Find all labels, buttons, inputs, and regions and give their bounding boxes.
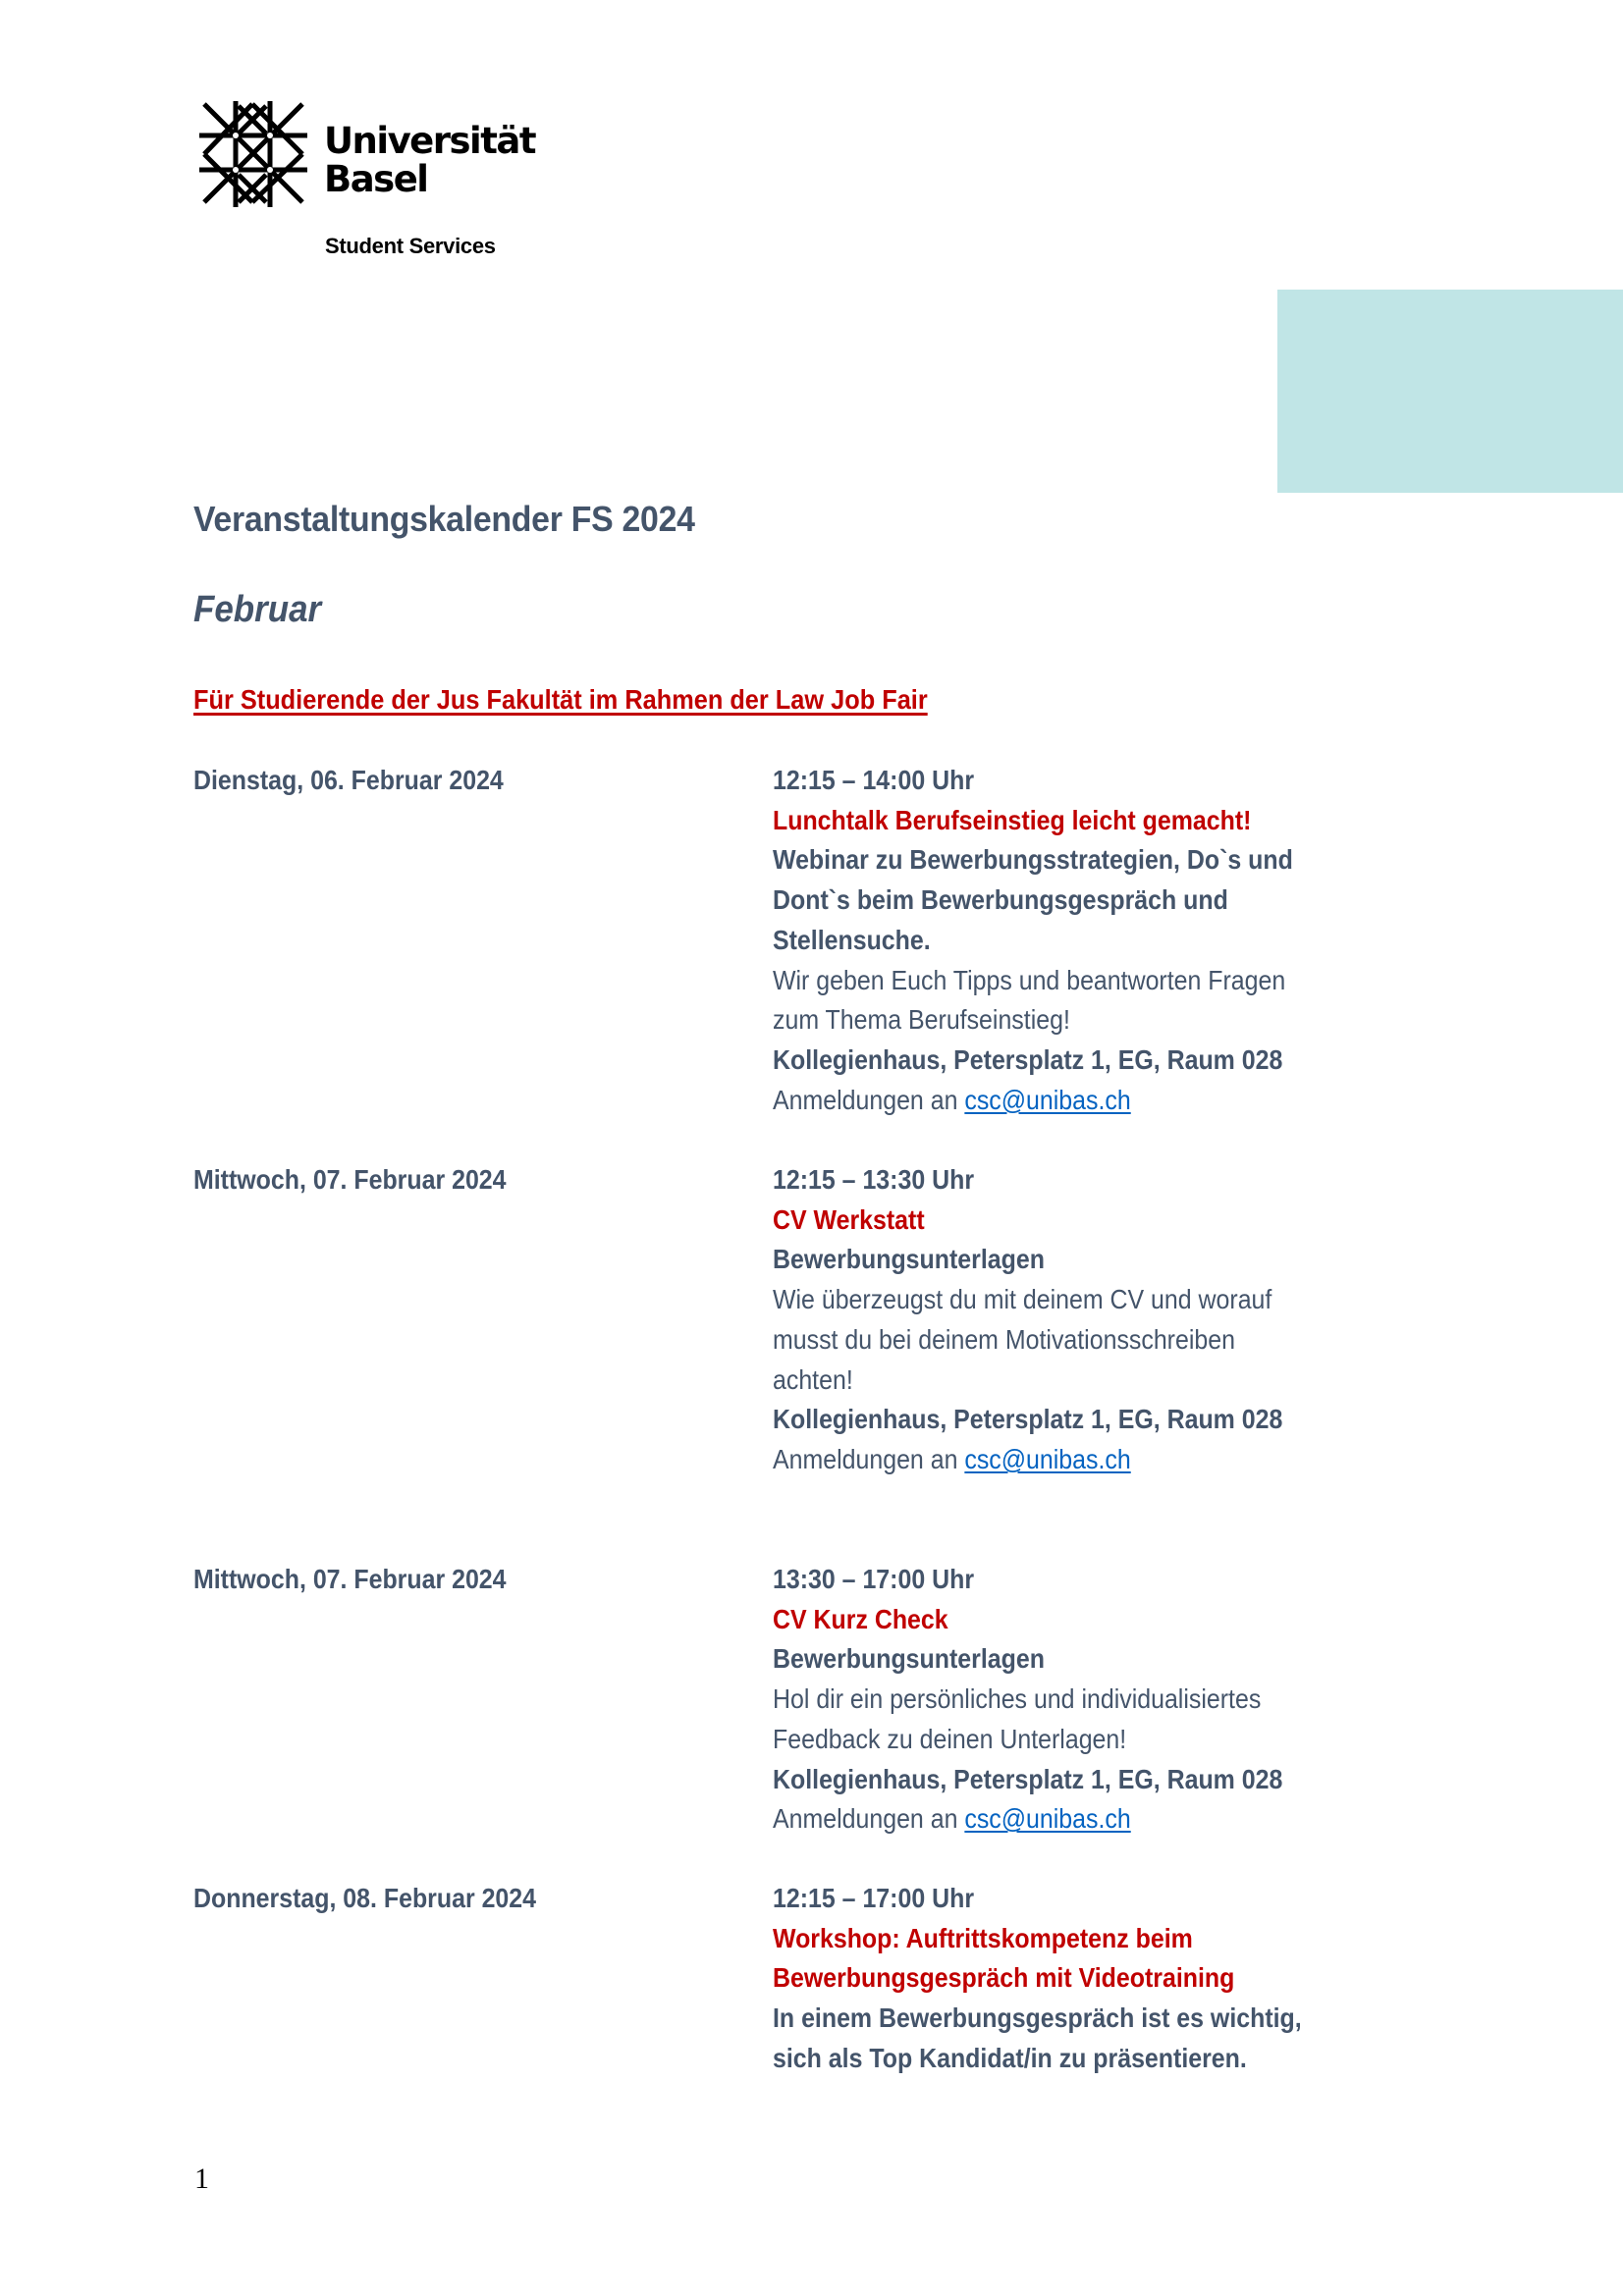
registration-label: Anmeldungen an [773, 1443, 958, 1474]
event-registration [773, 1440, 1436, 1480]
event-date: Mittwoch, 07. Februar 2024 [193, 1164, 507, 1195]
event-registration [773, 1081, 1436, 1121]
event-date: Donnerstag, 08. Februar 2024 [193, 1883, 537, 1913]
event-subtitle: Webinar zu Bewerbungsstrategien, Do`s und [773, 844, 1293, 876]
registration-email-link[interactable]: csc@unibas.ch [964, 1803, 1131, 1835]
logo-wordmark [324, 122, 535, 198]
event-description: Wir geben Euch Tipps und beantworten Fragen [773, 964, 1286, 995]
logo-name-line1: Universität [324, 120, 536, 162]
logo-name-line2: Basel [324, 158, 428, 200]
event-location: Kollegienhaus, Petersplatz 1, EG, Raum 028 [773, 1043, 1283, 1075]
registration-label: Anmeldungen an [773, 1084, 958, 1115]
registration-email-link[interactable]: csc@unibas.ch [964, 1084, 1131, 1115]
page-number: 1 [194, 2163, 209, 2195]
event-date: Dienstag, 06. Februar 2024 [193, 765, 504, 795]
registration-email-link[interactable]: csc@unibas.ch [964, 1443, 1131, 1474]
event-details [773, 1879, 1436, 2079]
event-time: 13:30 – 17:00 Uhr [773, 1564, 975, 1594]
event-details [773, 761, 1436, 1120]
event-subtitle: Bewerbungsunterlagen [773, 1643, 1045, 1675]
event-registration [773, 1799, 1436, 1840]
university-basel-logo-icon [199, 101, 307, 207]
event-details [773, 1560, 1436, 1840]
event-time: 12:15 – 17:00 Uhr [773, 1883, 975, 1913]
event-description: Feedback zu deinen Unterlagen! [773, 1723, 1127, 1754]
event-subtitle: Dont`s beim Bewerbungsgespräch und [773, 884, 1228, 916]
event-title: Workshop: Auftrittskompetenz beim [773, 1922, 1193, 1953]
event-title: CV Werkstatt [773, 1203, 925, 1235]
event-title: Lunchtalk Berufseinstieg leicht gemacht! [773, 804, 1252, 835]
event-time: 12:15 – 13:30 Uhr [773, 1164, 975, 1195]
event-title: CV Kurz Check [773, 1603, 948, 1634]
event-location: Kollegienhaus, Petersplatz 1, EG, Raum 028 [773, 1404, 1283, 1435]
event-subtitle: Stellensuche. [773, 924, 931, 955]
event-location: Kollegienhaus, Petersplatz 1, EG, Raum 028 [773, 1763, 1283, 1794]
registration-label: Anmeldungen an [773, 1803, 958, 1835]
decorative-accent-box [1277, 290, 1623, 493]
event-time: 12:15 – 14:00 Uhr [773, 765, 975, 795]
event-details [773, 1160, 1436, 1480]
event-date: Mittwoch, 07. Februar 2024 [193, 1564, 507, 1594]
month-heading: Februar [193, 589, 322, 630]
logo-department: Student Services [325, 234, 496, 258]
event-description: Wie überzeugst du mit deinem CV und worauf [773, 1284, 1272, 1315]
page-title: Veranstaltungskalender FS 2024 [193, 499, 695, 539]
event-subtitle: sich als Top Kandidat/in zu präsentieren. [773, 2042, 1247, 2073]
section-header: Für Studierende der Jus Fakultät im Rahmen der Law Job Fair [193, 684, 928, 715]
event-description: musst du bei deinem Motivationsschreiben [773, 1323, 1235, 1355]
event-subtitle: In einem Bewerbungsgespräch ist es wichtig, [773, 2002, 1302, 2034]
event-subtitle: Bewerbungsunterlagen [773, 1244, 1045, 1275]
event-description: Hol dir ein persönliches und individualisiertes [773, 1683, 1262, 1715]
event-title: Bewerbungsgespräch mit Videotraining [773, 1962, 1235, 1994]
event-description: achten! [773, 1363, 853, 1395]
event-description: zum Thema Berufseinstieg! [773, 1004, 1070, 1036]
